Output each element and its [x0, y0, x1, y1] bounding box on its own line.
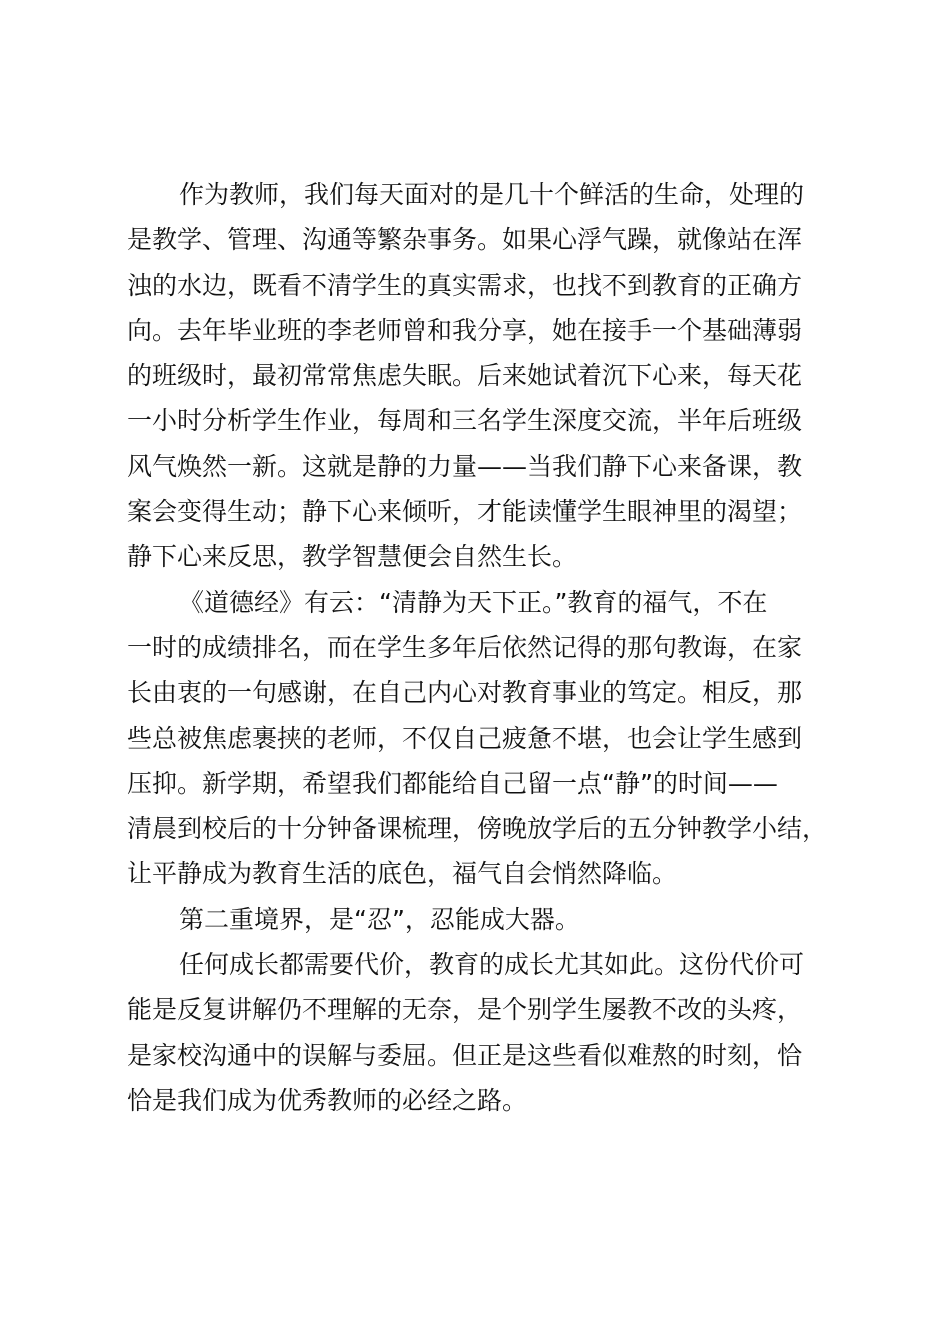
paragraph-line: 一小时分析学生作业，每周和三名学生深度交流，半年后班级 [127, 406, 803, 436]
paragraph-line: 的班级时，最初常常焦虑失眠。后来她试着沉下心来，每天花 [127, 361, 803, 391]
paragraph-line: 是教学、管理、沟通等繁杂事务。如果心浮气躁，就像站在浑 [127, 225, 803, 255]
paragraph-line: 静下心来反思，教学智慧便会自然生长。 [127, 542, 578, 572]
paragraph-line: 风气焕然一新。这就是静的力量——当我们静下心来备课，教 [127, 451, 803, 481]
section-heading: 第二重境界，是“忍”，忍能成大器。 [179, 904, 580, 934]
paragraph-line: 长由衷的一句感谢，在自己内心对教育事业的笃定。相反，那 [127, 678, 803, 708]
paragraph-line: 作为教师，我们每天面对的是几十个鲜活的生命，处理的 [179, 180, 805, 209]
paragraph-line: 压抑。新学期，希望我们都能给自己留一点“静”的时间—— [127, 768, 778, 798]
paragraph-line: 能是反复讲解仍不理解的无奈，是个别学生屡教不改的头疼， [127, 995, 803, 1025]
paragraph-line: 恰是我们成为优秀教师的必经之路。 [127, 1085, 528, 1115]
paragraph-line: 是家校沟通中的误解与委屈。但正是这些看似难熬的时刻，恰 [127, 1040, 803, 1070]
paragraph-line: 任何成长都需要代价，教育的成长尤其如此。这份代价可 [179, 950, 805, 980]
paragraph-line: 让平静成为教育生活的底色，福气自会悄然降临。 [127, 859, 678, 889]
paragraph-line: 案会变得生动；静下心来倾听，才能读懂学生眼神里的渴望； [127, 497, 803, 527]
paragraph-line: 向。去年毕业班的李老师曾和我分享，她在接手一个基础薄弱 [127, 315, 803, 345]
paragraph-line: 些总被焦虑裹挟的老师，不仅自己疲惫不堪，也会让学生感到 [127, 723, 803, 753]
paragraph-line: 一时的成绩排名，而在学生多年后依然记得的那句教诲，在家 [127, 632, 803, 662]
paragraph-line: 清晨到校后的十分钟备课梳理，傍晚放学后的五分钟教学小结， [127, 814, 828, 844]
paragraph-line: 浊的水边，既看不清学生的真实需求，也找不到教育的正确方 [127, 270, 803, 300]
document-body [127, 172, 855, 1123]
paragraph-line: 《道德经》有云：“清静为天下正。”教育的福气，不在 [179, 587, 768, 617]
